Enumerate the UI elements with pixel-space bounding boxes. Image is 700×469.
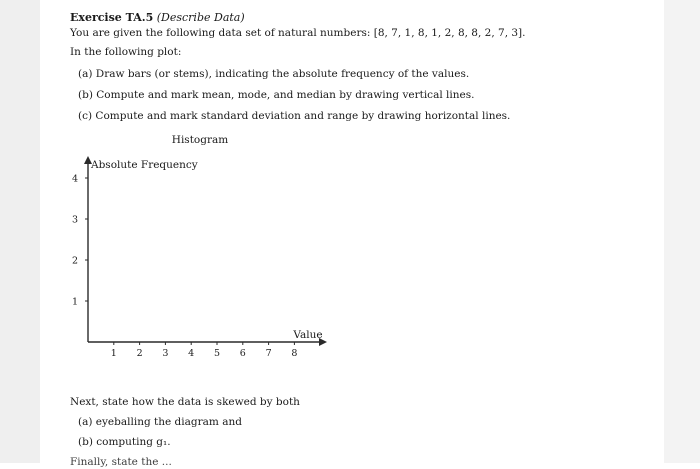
- followup-cutoff-text: Finally, state the ...: [70, 456, 172, 468]
- y-tick-label: 1: [71, 296, 78, 308]
- y-tick-label: 4: [71, 173, 78, 185]
- y-tick-label: 2: [71, 255, 78, 267]
- task-c: (c) Compute and mark standard deviation and range by drawing horizontal lines.: [78, 110, 511, 122]
- task-b: (b) Compute and mark mean, mode, and median by drawing vertical lines.: [78, 89, 475, 101]
- exercise-heading: [70, 11, 245, 25]
- given-data-text: You are given the following data set of natural numbers: [8, 7, 1, 8, 1, 2, 8, 8, 2, 7, 3].: [70, 27, 526, 39]
- followup-item-a: (a) eyeballing the diagram and: [78, 416, 242, 428]
- followup-item-b: (b) computing g₁.: [78, 436, 171, 448]
- task-a: (a) Draw bars (or stems), indicating the absolute frequency of the values.: [78, 68, 470, 80]
- y-tick-label: 3: [71, 214, 78, 226]
- chart-title: Histogram: [171, 134, 229, 146]
- left-frame-margin: [0, 0, 40, 463]
- x-tick-label: 1: [110, 348, 117, 359]
- followup-intro: Next, state how the data is skewed by both: [70, 396, 300, 408]
- x-tick-group: [111, 342, 298, 359]
- exercise-title: Exercise TA.5: [70, 11, 154, 24]
- y-tick-group: [72, 174, 88, 308]
- x-axis-label: Value: [293, 329, 323, 341]
- x-tick-label: 7: [265, 348, 272, 359]
- x-tick-label: 6: [239, 348, 246, 359]
- exercise-subtitle: (Describe Data): [156, 11, 245, 24]
- x-tick-label: 2: [136, 348, 143, 359]
- x-tick-label: 4: [188, 348, 195, 359]
- document-page: [40, 0, 664, 468]
- intro-text: In the following plot:: [70, 46, 182, 58]
- y-axis-label: Absolute Frequency: [91, 159, 198, 171]
- x-tick-label: 8: [291, 348, 298, 359]
- x-tick-label: 5: [213, 348, 221, 359]
- histogram-chart: [40, 125, 664, 385]
- x-tick-label: 3: [162, 348, 169, 359]
- right-frame-margin: [664, 0, 700, 463]
